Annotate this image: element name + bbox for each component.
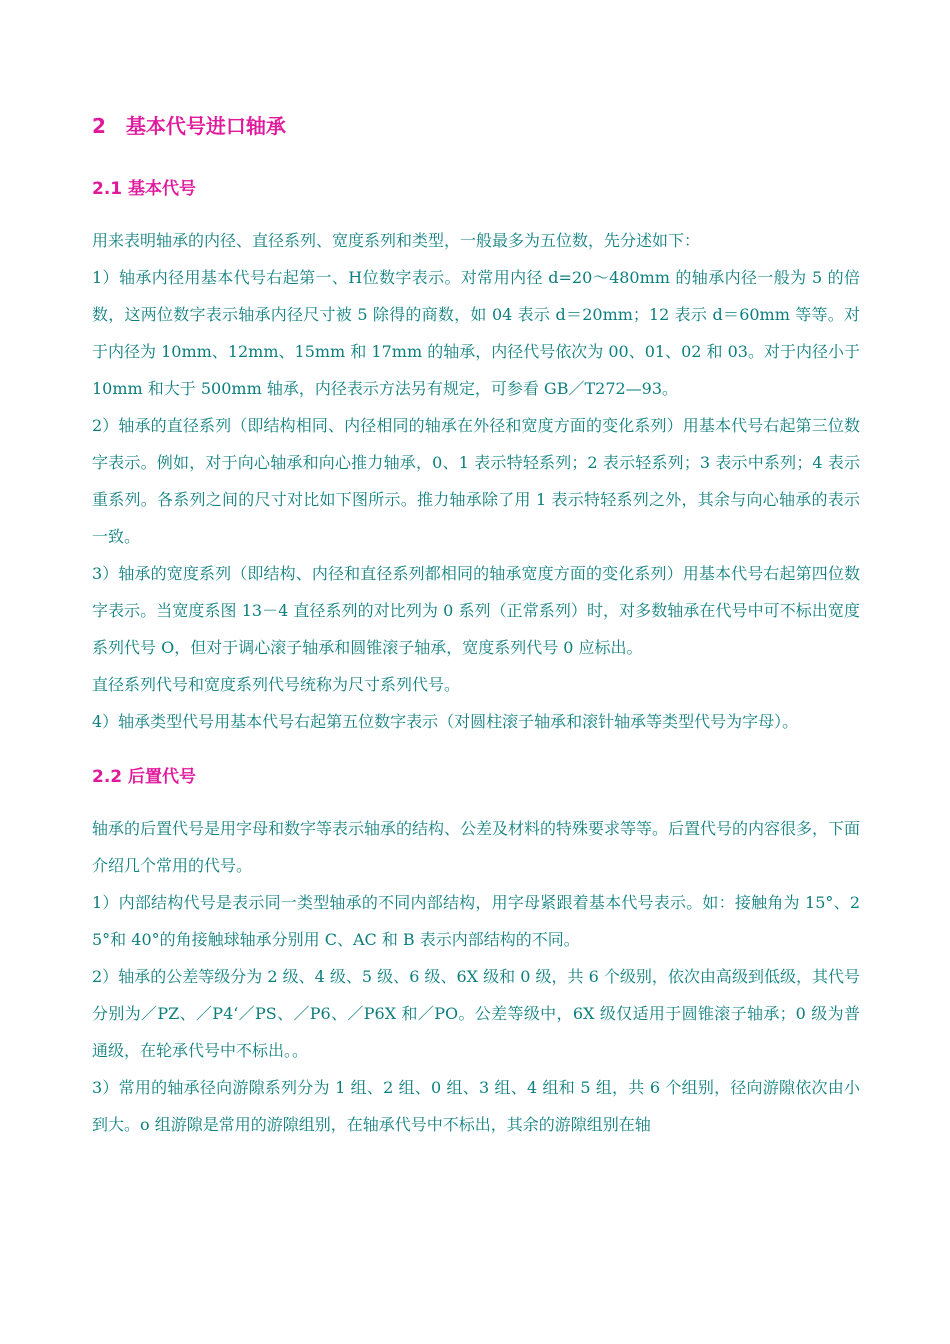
document-heading: 2 基本代号进口轴承	[92, 114, 286, 138]
paragraph: 2）轴承的公差等级分为 2 级、4 级、5 级、6 级、6X 级和 0 级，共 6 个级别，依次由高级到低级，其代号分别为／PZ、／P4‘／PS、／P6、／P6X 和／PO。公差等级中，6X 级仅适用于圆锥滚子轴承；0 级为普通级，在轮承代号中不标出。。	[92, 967, 860, 1060]
paragraph: 1）轴承内径用基本代号右起第一、H位数字表示。对常用内径 d=20～480mm 的轴承内径一般为 5 的倍数，这两位数字表示轴承内径尺寸被 5 除得的商数，如 04 表示 d＝20mm；12 表示 d＝60mm 等等。对于内径为 10mm、12mm、15mm 和 17mm 的轴承，内径代号依次为 00、01、02 和 03。对于内径小于 10mm 和大于 500mm 轴承，内径表示方法另有规定，可参看 GB／T272—93。	[92, 268, 860, 398]
paragraph: 4）轴承类型代号用基本代号右起第五位数字表示（对圆柱滚子轴承和滚针轴承等类型代号为字母）。	[92, 712, 799, 731]
paragraph: 2）轴承的直径系列（即结构相同、内径相同的轴承在外径和宽度方面的变化系列）用基本代号右起第三位数字表示。例如，对于向心轴承和向心推力轴承，0、1 表示特轻系列；2 表示轻系列；3 表示中系列；4 表示重系列。各系列之间的尺寸对比如下图所示。推力轴承除了用 1 表示特轻系列之外，其余与向心轴承的表示一致。	[92, 416, 860, 546]
paragraph: 轴承的后置代号是用字母和数字等表示轴承的结构、公差及材料的特殊要求等等。后置代号的内容很多，下面介绍几个常用的代号。	[92, 819, 861, 875]
section-title: 2.1 基本代号	[92, 179, 197, 199]
paragraph: 直径系列代号和宽度系列代号统称为尺寸系列代号。	[92, 675, 461, 694]
section-spacer	[92, 740, 860, 762]
document-page	[92, 108, 860, 1143]
paragraph: 3）常用的轴承径向游隙系列分为 1 组、2 组、0 组、3 组、4 组和 5 组，共 6 个组别，径向游隙依次由小到大。o 组游隙是常用的游隙组别，在轴承代号中不标出，其余的游隙组别在轴	[92, 1078, 860, 1134]
paragraph: 3）轴承的宽度系列（即结构、内径和直径系列都相同的轴承宽度方面的变化系列）用基本代号右起第四位数字表示。当宽度系图 13－4 直径系列的对比列为 0 系列（正常系列）时，对多数轴承在代号中可不标出宽度系列代号 O，但对于调心滚子轴承和圆锥滚子轴承，宽度系列代号 0 应标出。	[92, 564, 860, 657]
section-basic-code	[92, 174, 860, 740]
paragraph: 用来表明轴承的内径、直径系列、宽度系列和类型，一般最多为五位数，先分述如下：	[92, 231, 701, 250]
section-title: 2.2 后置代号	[92, 767, 197, 787]
section-suffix-code	[92, 762, 860, 1143]
paragraph: 1）内部结构代号是表示同一类型轴承的不同内部结构，用字母紧跟着基本代号表示。如：接触角为 15°、25°和 40°的角接触球轴承分别用 C、AC 和 B 表示内部结构的不同。	[92, 893, 860, 949]
